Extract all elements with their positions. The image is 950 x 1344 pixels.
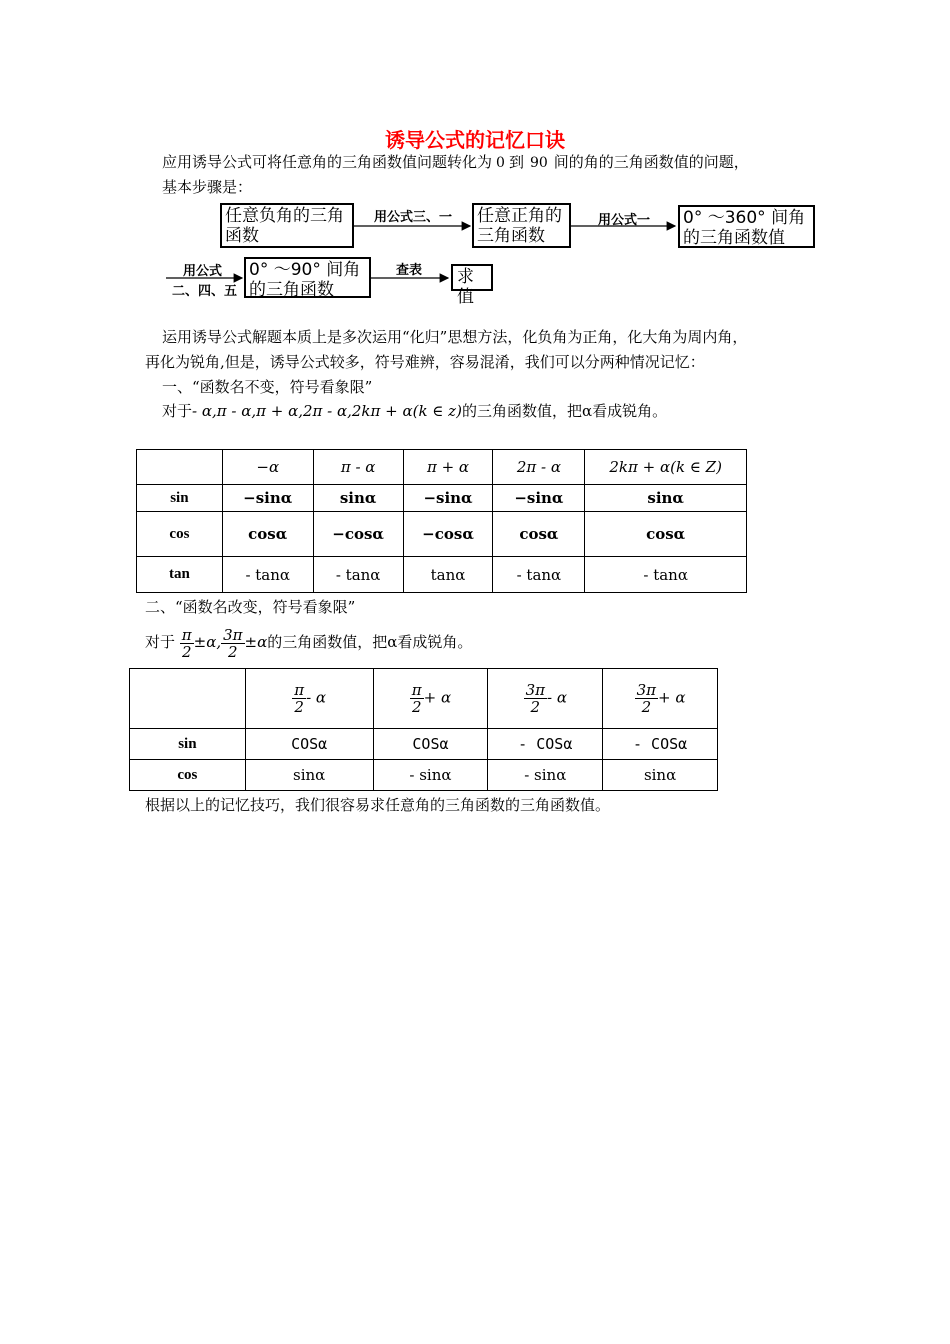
table1-row-label: tan <box>137 557 223 593</box>
table1-cell: sinα <box>313 485 403 512</box>
table1-cell: cosα <box>585 512 747 557</box>
table1-header-cell: 2π - α <box>493 450 585 485</box>
table-row <box>130 760 718 791</box>
table2-header-cell: $\frac{\pi}{2}$ + α <box>373 669 488 729</box>
section2-statement <box>145 622 472 662</box>
section2-pm-1: ±α, <box>193 633 222 651</box>
table2-cell: sinα <box>245 760 373 791</box>
table1-row-label: sin <box>137 485 223 512</box>
flow-box-0-90: 0° ～90° 间角的三角函数 <box>244 257 371 298</box>
para2-line-2: 再化为锐角,但是，诱导公式较多，符号难辨，容易混淆，我们可以分两种情况记忆： <box>145 353 705 371</box>
table1-cell: - tanα <box>493 557 585 593</box>
table1-header-cell: −α <box>222 450 313 485</box>
flow-box-negative-angle: 任意负角的三角函数 <box>220 203 354 248</box>
table2-header-cell: $\frac{3\pi}{2}$ + α <box>603 669 718 729</box>
section2-heading: 二、“函数名改变，符号看象限” <box>145 598 356 616</box>
flow-label-formula-1: 用公式一 <box>598 213 651 228</box>
table2-cell: COSα <box>373 729 488 760</box>
section2-lead: 对于 <box>145 633 176 651</box>
conclusion: 根据以上的记忆技巧，我们很容易求任意角的三角函数的三角函数值。 <box>145 796 611 814</box>
table2-header-cell <box>130 669 246 729</box>
table2-row-label: sin <box>130 729 246 760</box>
table1-header-cell <box>137 450 223 485</box>
table2-cell: sinα <box>603 760 718 791</box>
section1-lead: 对于 <box>162 402 193 420</box>
table2-cell: COSα <box>245 729 373 760</box>
table1-header-cell: π + α <box>403 450 493 485</box>
table1-cell: - tanα <box>313 557 403 593</box>
intro-text-a: 应用诱导公式可将任意角的三角函数值问题转化为 <box>162 153 493 171</box>
flow-box-result: 求值 <box>451 264 493 291</box>
intro-zero: 0 <box>496 155 505 171</box>
table-row <box>137 512 747 557</box>
table1-cell: −sinα <box>222 485 313 512</box>
intro-text-b: 间的角的三角函数值的问题， <box>553 153 749 171</box>
flow-label-formula: 用公式 <box>183 264 223 279</box>
table1-cell: cosα <box>493 512 585 557</box>
table1-header-cell: 2kπ + α(k ∈ Z) <box>585 450 747 485</box>
table-row <box>137 485 747 512</box>
section1-statement <box>162 399 667 423</box>
flow-box-positive-angle: 任意正角的三角函数 <box>472 203 571 248</box>
table1-header-row <box>137 450 747 485</box>
section1-heading: 一、“函数名不变，符号看象限” <box>162 378 373 396</box>
table1-cell: - tanα <box>585 557 747 593</box>
table1-row-label: cos <box>137 512 223 557</box>
table1-cell: - tanα <box>222 557 313 593</box>
section2-tail: 的三角函数值，把α看成锐角。 <box>267 633 473 651</box>
table2-row-label: cos <box>130 760 246 791</box>
flow-label-formula-2-4-5: 二、四、五 <box>172 284 238 299</box>
section2-frac-3pi-over-2: $\frac{3\pi}{2}$ <box>223 625 243 661</box>
table1-header-cell: π - α <box>313 450 403 485</box>
table2-cell: - COSα <box>603 729 718 760</box>
section1-tail: 的三角函数值，把α看成锐角。 <box>461 402 668 420</box>
flow-box-0-360: 0° ～360° 间角的三角函数值 <box>678 205 815 248</box>
table2-header-cell: $\frac{\pi}{2}$ - α <box>245 669 373 729</box>
table-changed-function <box>129 668 718 791</box>
page-title: 诱导公式的记忆口诀 <box>385 128 565 152</box>
intro-to: 到 <box>508 153 524 171</box>
table1-cell: −sinα <box>403 485 493 512</box>
table1-cell: −cosα <box>313 512 403 557</box>
table2-header-row <box>130 669 718 729</box>
table1-cell: sinα <box>585 485 747 512</box>
flow-label-lookup: 查表 <box>396 263 423 278</box>
table1-cell: −cosα <box>403 512 493 557</box>
table-row <box>130 729 718 760</box>
table2-cell: - sinα <box>488 760 603 791</box>
table-row <box>137 557 747 593</box>
table2-cell: - sinα <box>373 760 488 791</box>
table1-cell: −sinα <box>493 485 585 512</box>
section2-frac-pi-over-2: $\frac{\pi}{2}$ <box>181 625 192 661</box>
table2-cell: - COSα <box>488 729 603 760</box>
flow-label-formula-3-1: 用公式三、一 <box>374 210 453 225</box>
intro-line-2: 基本步骤是： <box>162 178 253 196</box>
table1-cell: cosα <box>222 512 313 557</box>
table2-header-cell: $\frac{3\pi}{2}$ - α <box>488 669 603 729</box>
section2-pm-2: ±α <box>244 633 268 651</box>
section1-angles: - α,π - α,π + α,2π - α,2kπ + α(k ∈ z) <box>192 402 462 420</box>
para2-line-1: 运用诱导公式解题本质上是多次运用“化归”思想方法，化负角为正角，化大角为周内角， <box>162 328 748 346</box>
table-same-function <box>136 449 747 593</box>
intro-ninety: 90 <box>529 155 548 171</box>
table1-cell: tanα <box>403 557 493 593</box>
